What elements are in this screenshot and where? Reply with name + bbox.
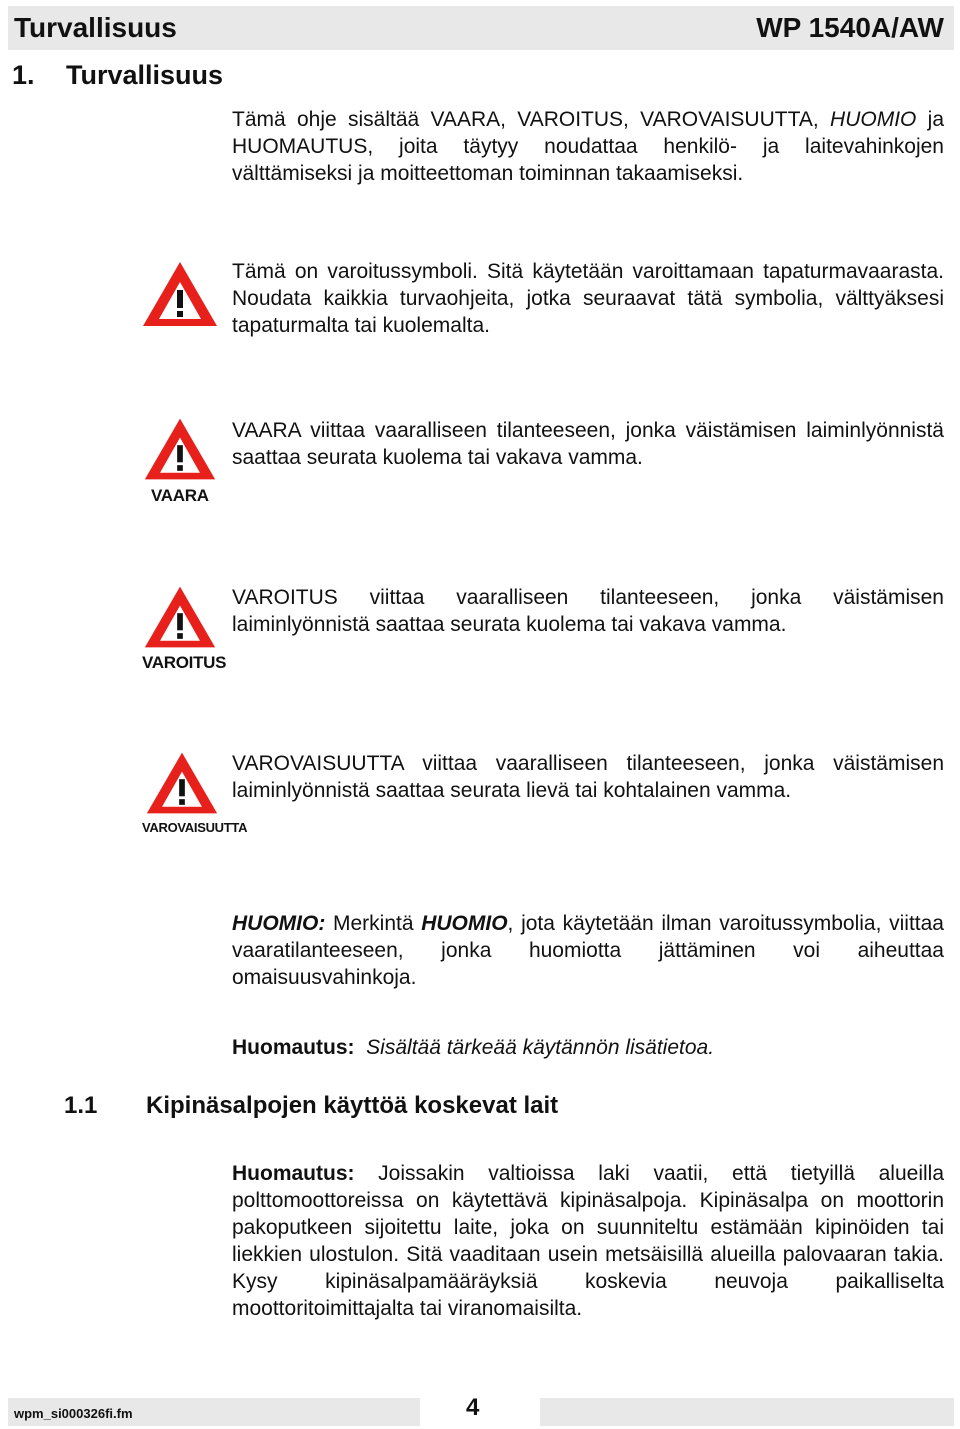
huomio-label: HUOMIO:	[232, 912, 326, 935]
intro-huomio: HUOMIO	[830, 108, 917, 131]
huomio-paragraph	[232, 910, 944, 991]
kipina-note-paragraph	[232, 1160, 944, 1322]
page-number: 4	[466, 1394, 480, 1421]
intro-rest: ja HUOMAUTUS, joita täytyy noudattaa henkilö- ja laitevahinkojen välttämiseksi ja moitteettoman toiminnan takaamiseksi.	[232, 108, 945, 185]
warning-symbol-text: Tämä on varoitussymboli. Sitä käytetään varoittamaan tapaturmavaarasta. Noudata kaikkia turvaohjeita, jotka seuraavat tätä symbolia, välttyäksesi tapaturmalta tai kuolemalta.	[232, 260, 944, 337]
huomio-keyword: HUOMIO	[421, 912, 508, 935]
section-title	[12, 60, 223, 91]
footer-filename: wpm_si000326fi.fm	[14, 1406, 133, 1421]
huomio-text-before: Merkintä	[325, 912, 422, 935]
warning-triangle-icon	[140, 258, 220, 330]
header-model: WP 1540A/AW	[756, 12, 944, 43]
section-title-text: Turvallisuus	[66, 60, 224, 90]
intro-paragraph	[232, 106, 944, 187]
kipina-note-text: Joissakin valtioissa laki vaatii, että tietyillä alueilla polttomoottoreissa on käytettävä kipinäsalpoja. Kipinäsalpa on moottorin pakoputkeen sijoitettu laite, joka on suunniteltu estämään kipinöiden tai liekkien ulostulon. Sitä vaaditaan usein metsäisillä alueilla palovaaran takia. Kysy kipinäsalpamääräyksiä koskevia neuvoja paikalliselta moottoritoimittajalta tai viranomaisilta.	[232, 1162, 944, 1320]
vaara-caption: VAARA	[151, 486, 209, 505]
footer-right-bar	[540, 1398, 954, 1426]
varovaisuutta-text: VAROVAISUUTTA viittaa vaaralliseen tilanteeseen, jonka väistämisen laiminlyönnistä saattaa seurata lievä tai kohtalainen vamma.	[232, 752, 944, 802]
huomautus-paragraph	[232, 1034, 944, 1061]
subsection-title	[64, 1092, 558, 1120]
vaara-text: VAARA viittaa vaaralliseen tilanteeseen, jonka väistämisen laiminlyönnistä saattaa seurata kuolema tai vakava vamma.	[232, 419, 944, 469]
kipina-note-label: Huomautus:	[232, 1162, 355, 1185]
subsection-title-text: Kipinäsalpojen käyttöä koskevat lait	[146, 1092, 559, 1119]
huomautus-text: Sisältää tärkeää käytännön lisätietoa.	[366, 1036, 715, 1059]
warning-caution-triangle-icon	[142, 582, 218, 652]
varovaisuutta-caption: VAROVAISUUTTA	[142, 820, 248, 835]
header-title: Turvallisuus	[14, 12, 177, 43]
caution-triangle-icon	[144, 748, 220, 818]
varoitus-text: VAROITUS viittaa vaaralliseen tilanteeseen, jonka väistämisen laiminlyönnistä saattaa seurata kuolema tai vakava vamma.	[232, 586, 944, 636]
intro-line1: Tämä ohje sisältää VAARA, VAROITUS, VAROVAISUUTTA,	[232, 108, 819, 131]
huomio-text-after: , jota käytetään ilman varoitussymbolia, viittaa vaaratilanteeseen, jonka huomiotta jättäminen voi aiheuttaa omaisuusvahinkoja.	[232, 912, 944, 989]
subsection-number: 1.1	[64, 1092, 98, 1119]
huomautus-label: Huomautus:	[232, 1036, 355, 1059]
section-number: 1.	[12, 60, 35, 90]
danger-triangle-icon	[142, 414, 218, 484]
varoitus-caption: VAROITUS	[142, 653, 227, 672]
